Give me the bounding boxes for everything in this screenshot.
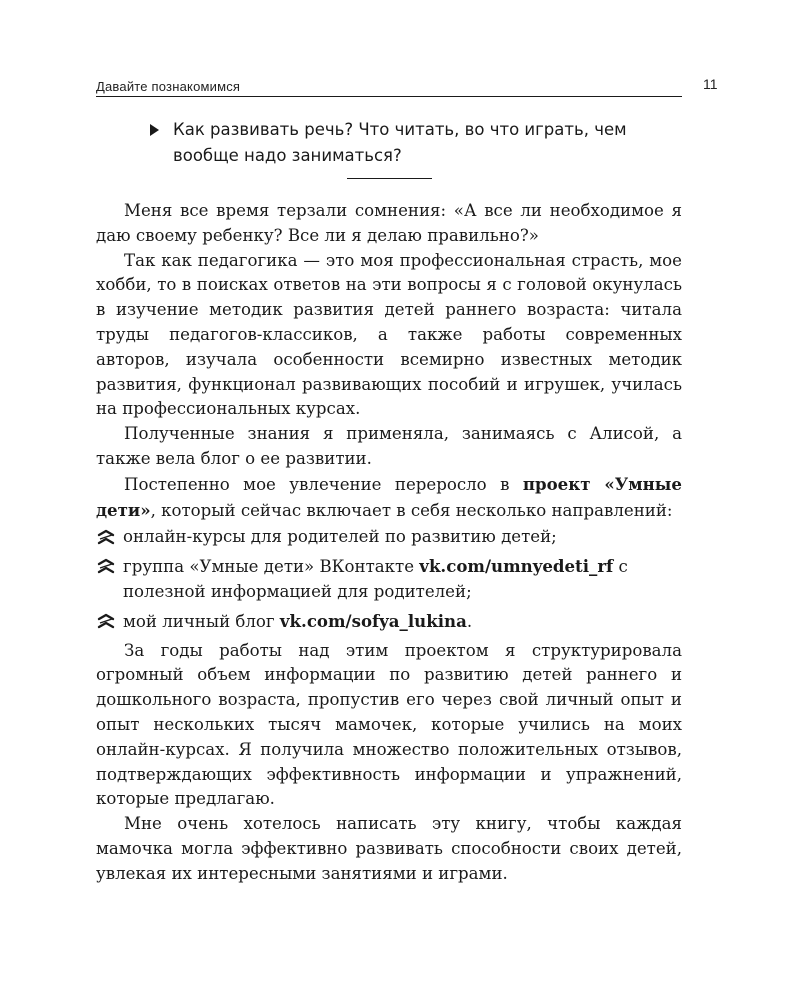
running-title: Давайте познакомимся: [96, 79, 241, 94]
page-number: 11: [703, 76, 718, 92]
paragraph-pedagogy: Так как педагогика — это моя профессиональная страсть, мое хобби, то в поисках ответов на эти вопросы я с головой окунулась в изучение методик развития детей раннего возраста: читала труды педагогов-классиков, а также работы современных авторов, изучала особенности всемирно известных методик развития, функционал развивающих пособий и игрушек, училась на профессиональных курсах.: [96, 250, 682, 419]
paragraph-doubts: Меня все время терзали сомнения: «А все ли необходимое я даю своему ребенку? Все ли я делаю правильно?»: [96, 201, 682, 245]
paragraph-knowledge: Полученные знания я применяла, занимаясь с Алисой, а также вела блог о ее развитии.: [96, 424, 682, 468]
triangle-right-icon: [150, 124, 159, 136]
list-item-text: группа «Умные дети» ВКонтакте: [123, 557, 420, 577]
question-text: Как развивать речь? Что читать, во что играть, чем вообще надо заниматься?: [173, 120, 627, 165]
list-item-text: мой личный блог: [123, 611, 280, 631]
question-bullet: [150, 117, 670, 169]
list-item: [96, 554, 682, 605]
double-chevron-icon: [96, 558, 116, 574]
project-text-end: , который сейчас включает в себя несколько направлений:: [150, 500, 673, 520]
list-item-text: с полезной информацией для родителей;: [123, 557, 628, 601]
double-chevron-icon: [96, 529, 116, 545]
list-item-text: онлайн-курсы для родителей по развитию детей;: [123, 527, 557, 547]
project-name: проект «Умные дети»: [96, 473, 682, 520]
project-directions-list: [96, 525, 682, 634]
list-item: [96, 609, 682, 635]
project-text-start: Постепенно мое увлечение переросло в: [124, 474, 523, 494]
paragraph-book-goal: Мне очень хотелось написать эту книгу, чтобы каждая мамочка могла эффективно развивать способности своих детей, увлекая их интересными занятиями и играми.: [96, 814, 682, 883]
body-text: [96, 199, 682, 887]
paragraph-experience: За годы работы над этим проектом я структурировала огромный объем информации по развитию детей раннего и дошкольного возраста, пропустив его через свой личный опыт и опыт нескольких тысяч мамочек, которые учились на моих онлайн-курсах. Я получила множество положительных отзывов, подтверждающих эффективность информации и упражнений, которые предлагаю.: [96, 640, 682, 809]
double-chevron-icon: [96, 613, 116, 629]
paragraph-project: [96, 472, 682, 524]
vk-blog-link[interactable]: vk.com/sofya_lukina: [279, 610, 467, 631]
list-item-text: .: [466, 611, 473, 631]
running-header: [96, 79, 682, 97]
section-divider: [347, 178, 432, 179]
list-item: [96, 525, 682, 550]
vk-group-link[interactable]: vk.com/umnyedeti_rf: [419, 556, 614, 577]
